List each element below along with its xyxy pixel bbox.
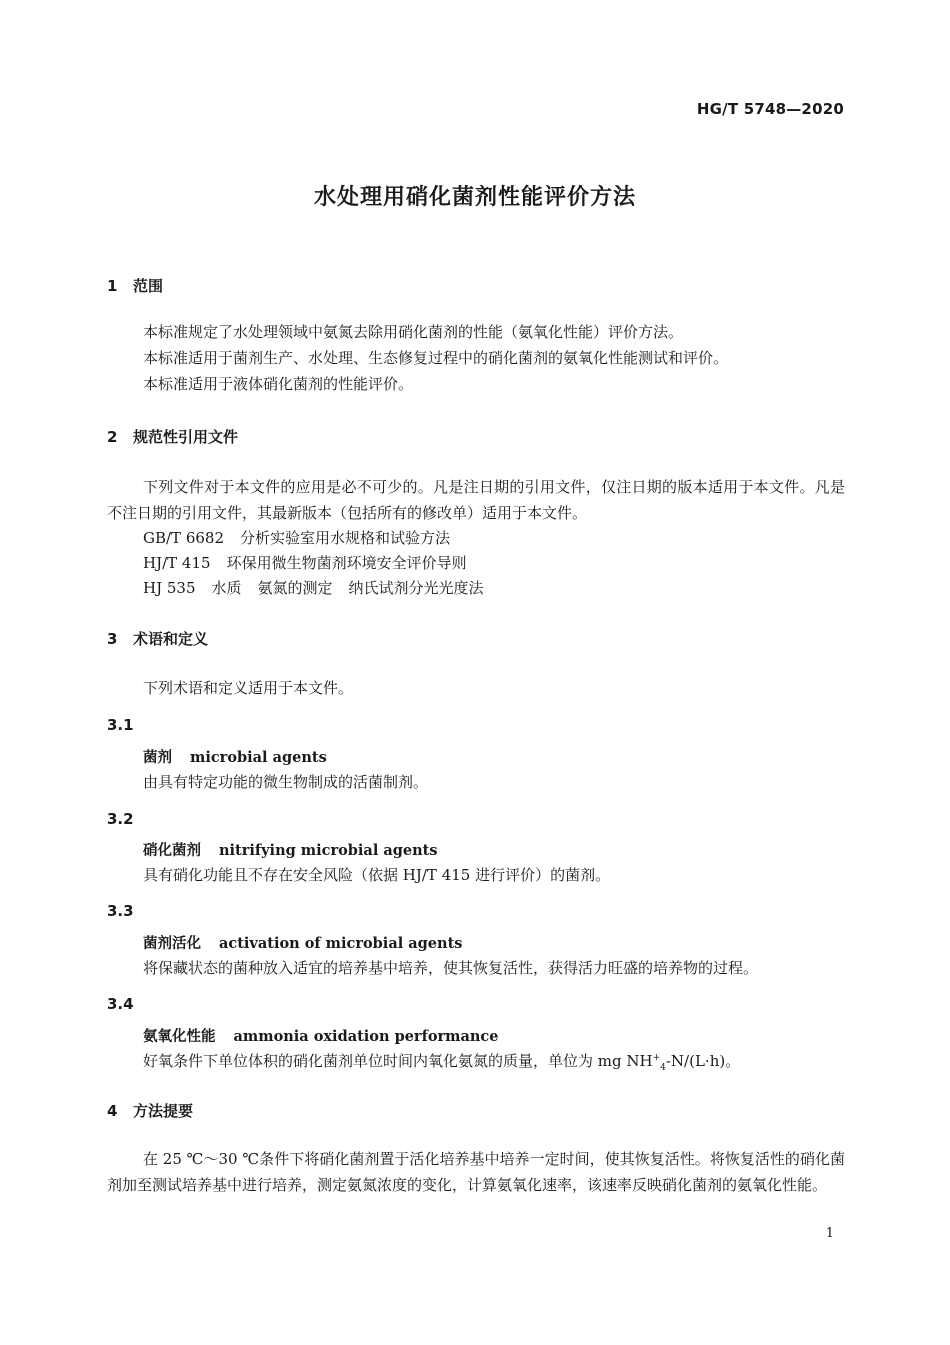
reference-title-part: 水质 — [211, 579, 242, 597]
document-title: 水处理用硝化菌剂性能评价方法 — [313, 185, 636, 210]
reference-code: HJ 535 — [143, 579, 196, 597]
term-number: 3.1 — [107, 716, 134, 734]
reference-item — [143, 526, 450, 550]
reference-code: GB/T 6682 — [143, 529, 225, 547]
term-definition: 将保藏状态的菌种放入适宜的培养基中培养，使其恢复活性，获得活力旺盛的培养物的过程。 — [143, 959, 759, 977]
definition-text: 好氧条件下单位体积的硝化菌剂单位时间内氧化氨氮的质量，单位为 mg NH — [143, 1052, 653, 1070]
section-title: 范围 — [133, 277, 164, 295]
section-2-heading — [107, 426, 238, 447]
term-heading — [143, 1025, 498, 1046]
section-number: 2 — [107, 428, 118, 446]
section-number: 1 — [107, 277, 118, 295]
section-number: 4 — [107, 1102, 118, 1120]
term-definition: 具有硝化功能且不存在安全风险（依据 HJ/T 415 进行评价）的菌剂。 — [143, 866, 611, 884]
standard-number: HG/T 5748—2020 — [696, 100, 844, 118]
subscript: 4 — [660, 1063, 666, 1073]
reference-title: 环保用微生物菌剂环境安全评价导则 — [226, 554, 467, 572]
section-title: 方法提要 — [133, 1102, 194, 1120]
reference-title-part: 氨氮的测定 — [257, 579, 333, 597]
term-number: 3.2 — [107, 810, 134, 828]
term-zh: 菌剂活化 — [143, 936, 201, 952]
term-zh: 氨氧化性能 — [143, 1029, 216, 1045]
terms-intro: 下列术语和定义适用于本文件。 — [143, 679, 354, 697]
term-number: 3.4 — [107, 995, 134, 1013]
section-4-heading — [107, 1100, 193, 1121]
reference-item — [143, 576, 484, 600]
term-en: nitrifying microbial agents — [219, 842, 438, 859]
term-en: ammonia oxidation performance — [233, 1028, 499, 1045]
section-1-heading — [107, 275, 163, 296]
references-intro: 下列文件对于本文件的应用是必不可少的。凡是注日期的引用文件，仅注日期的版本适用于本文件。凡是不注日期的引用文件，其最新版本（包括所有的修改单）适用于本文件。 — [107, 478, 845, 522]
scope-paragraph: 本标准适用于液体硝化菌剂的性能评价。 — [143, 375, 414, 393]
reference-title: 分析实验室用水规格和试验方法 — [240, 529, 451, 547]
definition-text: -N/(L·h)。 — [665, 1052, 741, 1070]
section-title: 规范性引用文件 — [133, 428, 239, 446]
term-en: microbial agents — [190, 749, 327, 766]
scope-paragraph: 本标准适用于菌剂生产、水处理、生态修复过程中的硝化菌剂的氨氧化性能测试和评价。 — [143, 349, 729, 367]
term-heading — [143, 746, 327, 767]
term-definition: 由具有特定功能的微生物制成的活菌制剂。 — [143, 773, 429, 791]
section-number: 3 — [107, 630, 118, 648]
section-3-heading — [107, 628, 208, 649]
scope-paragraph: 本标准规定了水处理领域中氨氮去除用硝化菌剂的性能（氨氧化性能）评价方法。 — [143, 323, 684, 341]
term-zh: 硝化菌剂 — [143, 843, 201, 859]
term-heading — [143, 839, 438, 860]
term-number: 3.3 — [107, 902, 134, 920]
method-summary: 在 25 ℃～30 ℃条件下将硝化菌剂置于活化培养基中培养一定时间，使其恢复活性。将恢复活性的硝化菌剂加至测试培养基中进行培养，测定氨氮浓度的变化，计算氨氧化速率，该速率反映硝化菌剂的氨氧化性能。 — [107, 1150, 845, 1194]
reference-title-part: 纳氏试剂分光光度法 — [348, 579, 484, 597]
page-number: 1 — [825, 1226, 834, 1241]
reference-code: HJ/T 415 — [143, 554, 211, 572]
term-heading — [143, 932, 462, 953]
term-zh: 菌剂 — [143, 750, 172, 766]
superscript: + — [652, 1053, 661, 1063]
section-title: 术语和定义 — [133, 630, 209, 648]
term-definition — [143, 1049, 740, 1073]
reference-item — [143, 551, 467, 575]
term-en: activation of microbial agents — [219, 935, 463, 952]
